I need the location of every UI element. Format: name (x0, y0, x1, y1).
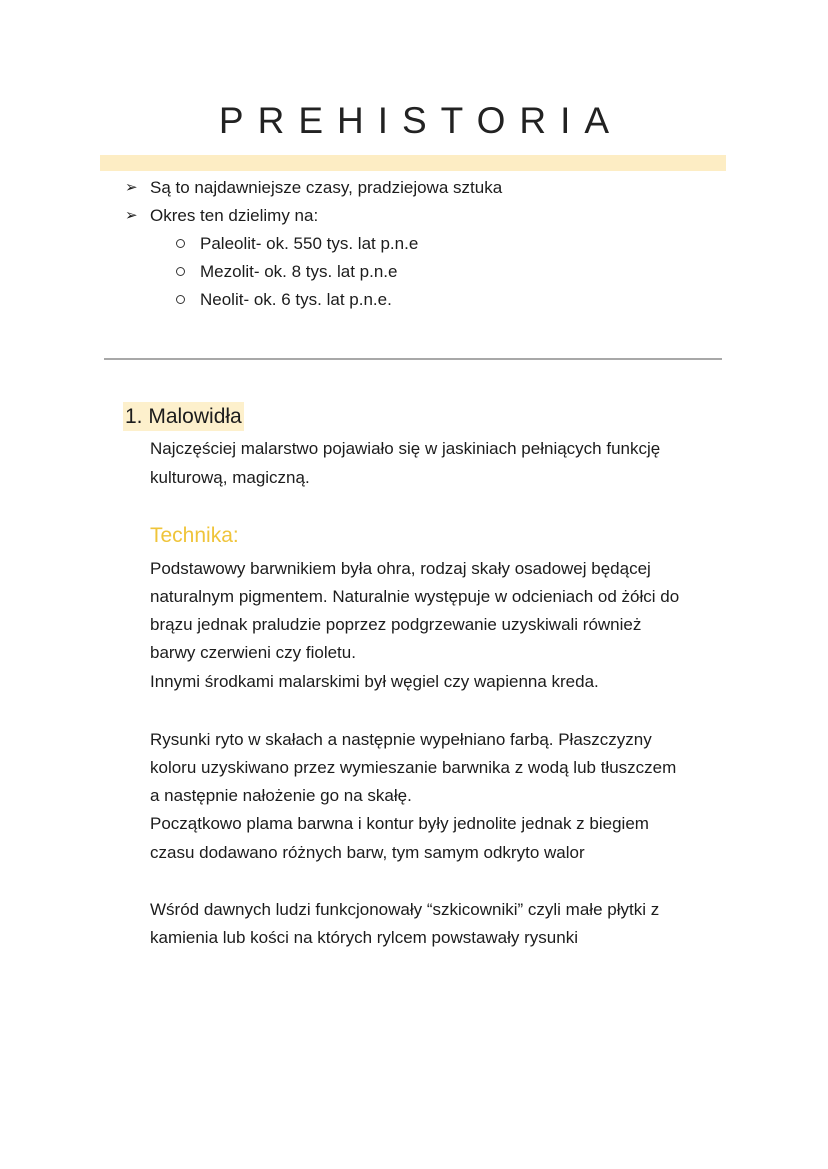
subheading-technika: Technika: (150, 524, 239, 547)
title-highlight-band (100, 155, 726, 171)
paragraph-line: brązu jednak praludzie poprzez podgrzewanie uzyskiwali również (150, 615, 642, 634)
page-title: PREHISTORIA (218, 100, 624, 141)
section-heading: 1. Malowidła (123, 402, 244, 431)
arrow-bullet-icon: ➢ (125, 179, 138, 196)
paragraph-line: czasu dodawano różnych barw, tym samym odkryto walor (150, 843, 585, 862)
paragraph-line: Początkowo plama barwna i kontur były jednolite jednak z biegiem (150, 814, 649, 833)
paragraph-line: Najczęściej malarstwo pojawiało się w jaskiniach pełniących funkcję (150, 439, 661, 458)
period-item: Neolit- ok. 6 tys. lat p.n.e. (200, 290, 392, 309)
paragraph-line: Rysunki ryto w skałach a następnie wypełniano farbą. Płaszczyzny (150, 730, 652, 749)
horizontal-divider (104, 358, 722, 360)
circle-bullet-icon (176, 295, 185, 304)
paragraph-line: barwy czerwieni czy fioletu. (150, 643, 356, 662)
paragraph-line: koloru uzyskiwano przez wymieszanie barwnika z wodą lub tłuszczem (150, 758, 677, 777)
bullet-text: Okres ten dzielimy na: (150, 206, 319, 225)
arrow-bullet-icon: ➢ (125, 207, 138, 224)
paragraph-line: kulturową, magiczną. (150, 468, 310, 487)
paragraph-line: Innymi środkami malarskimi był węgiel czy wapienna kreda. (150, 672, 599, 691)
circle-bullet-icon (176, 239, 185, 248)
period-item: Paleolit- ok. 550 tys. lat p.n.e (200, 234, 419, 253)
paragraph-line: kamienia lub kości na których rylcem powstawały rysunki (150, 928, 578, 947)
circle-bullet-icon (176, 267, 185, 276)
paragraph-line: naturalnym pigmentem. Naturalnie występuje w odcieniach od żółci do (150, 587, 680, 606)
paragraph-line: Podstawowy barwnikiem była ohra, rodzaj skały osadowej będącej (150, 559, 651, 578)
bullet-text: Są to najdawniejsze czasy, pradziejowa sztuka (150, 178, 503, 197)
paragraph-line: a następnie nałożenie go na skałę. (150, 786, 412, 805)
period-item: Mezolit- ok. 8 tys. lat p.n.e (200, 262, 398, 281)
paragraph-line: Wśród dawnych ludzi funkcjonowały “szkicowniki” czyli małe płytki z (150, 900, 660, 919)
